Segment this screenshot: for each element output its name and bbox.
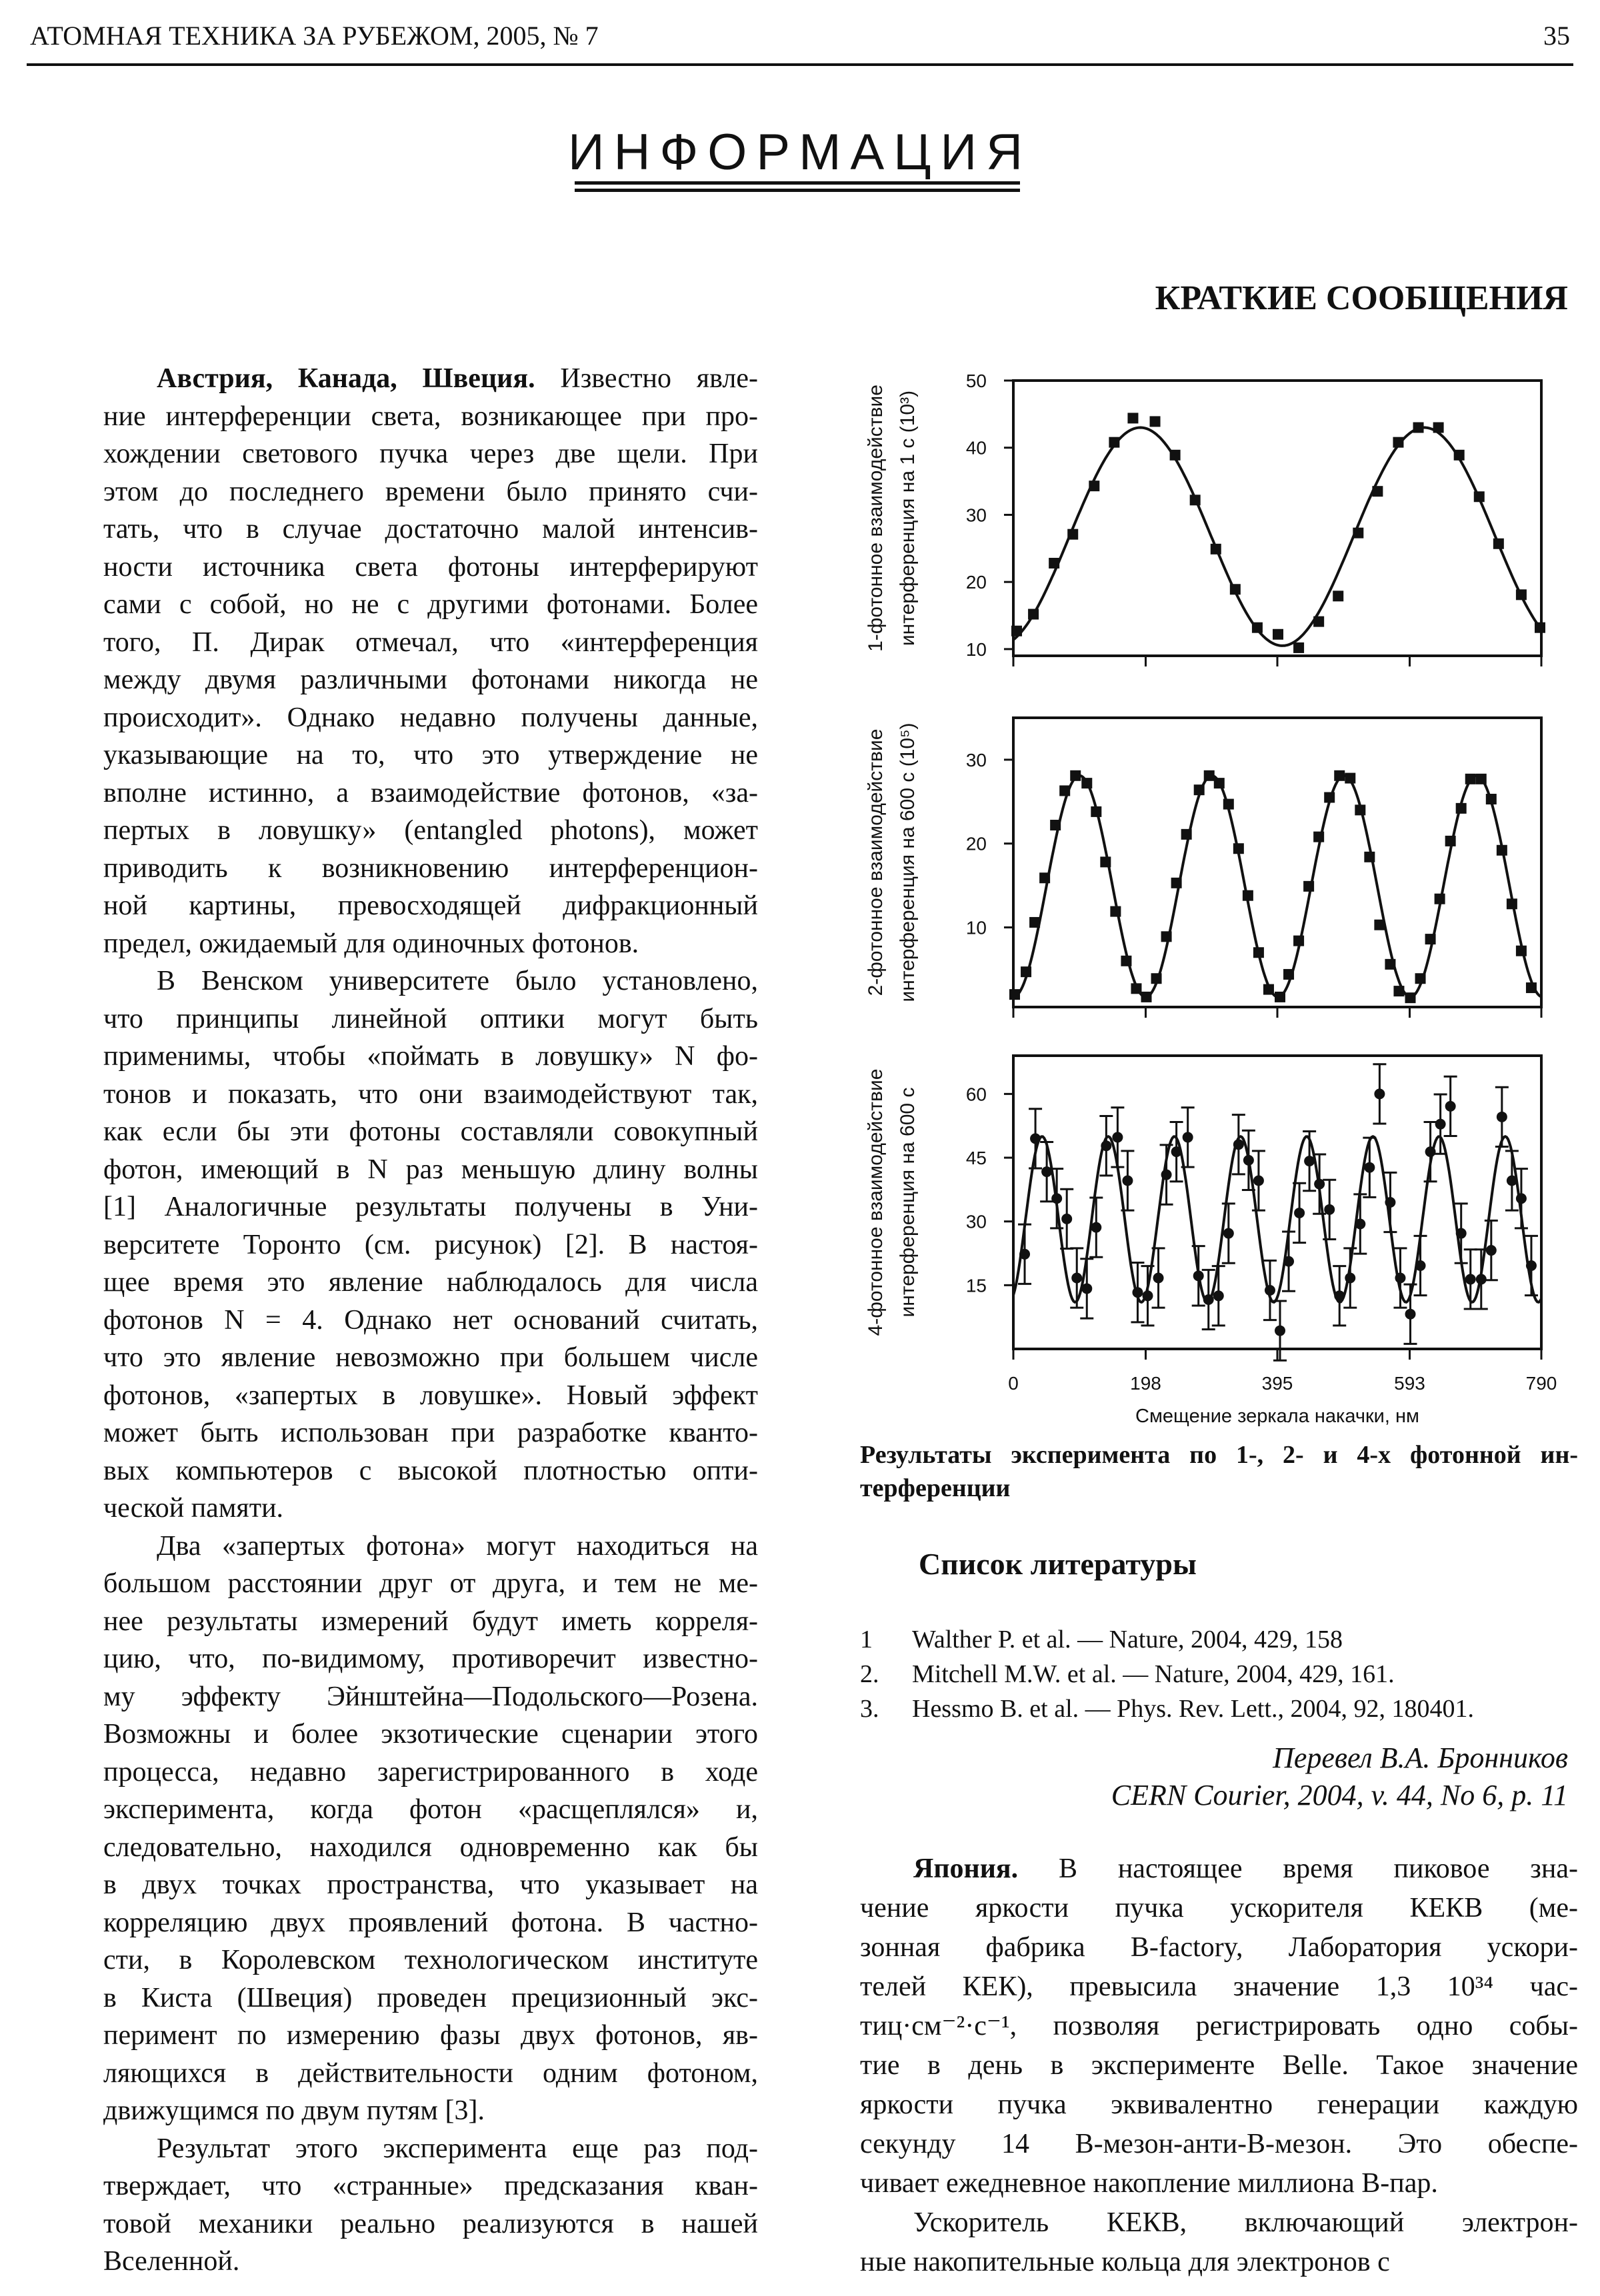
text-line: секунду 14 B-мезон-анти-B-мезон. Это обеспе- xyxy=(860,2129,1578,2159)
data-point xyxy=(1497,845,1507,856)
data-point xyxy=(1493,539,1504,549)
data-point xyxy=(1131,983,1141,994)
text-line: процесса, недавно зарегистрированного в ходе xyxy=(103,1756,758,1787)
reference-number: 1 xyxy=(860,1626,873,1654)
data-point xyxy=(1293,936,1304,946)
data-point xyxy=(1465,774,1476,784)
data-point xyxy=(1275,1326,1285,1336)
data-point xyxy=(1252,622,1263,633)
data-point xyxy=(1293,642,1304,653)
text-line: движущимся по двум путям [3]. xyxy=(103,2095,485,2126)
y-tick-label: 30 xyxy=(965,1211,987,1232)
text-line: перимент по измерению фазы двух фотонов, яв- xyxy=(103,2020,758,2051)
reference-number: 2. xyxy=(860,1660,879,1688)
data-point xyxy=(1112,1132,1123,1142)
data-point xyxy=(1526,1260,1537,1271)
text-line: фотонов, «запертых в ловушке». Новый эффект xyxy=(103,1380,758,1411)
data-point xyxy=(1435,894,1445,904)
data-point xyxy=(1303,881,1314,892)
data-point xyxy=(1203,1294,1214,1305)
text-line: фотон, имеющий в N раз меньшую длину волны xyxy=(103,1154,758,1185)
text-line: тиц·см⁻²·с⁻¹, позволяя регистрировать одно собы- xyxy=(860,2011,1578,2041)
data-point xyxy=(1101,1140,1111,1151)
text-line: тать, что в случае достаточно малой интенсив- xyxy=(103,514,758,545)
data-point xyxy=(1151,973,1162,984)
data-point xyxy=(1345,1273,1355,1284)
text-line: Возможны и более экзотические сценарии этого xyxy=(103,1719,758,1749)
data-point xyxy=(1374,1088,1385,1099)
source-credit: CERN Courier, 2004, v. 44, No 6, p. 11 xyxy=(1111,1779,1568,1811)
text-line: применимы, чтобы «поймать в ловушку» N фо- xyxy=(103,1041,758,1072)
data-point xyxy=(1029,917,1040,928)
y-tick-label: 30 xyxy=(965,749,987,770)
data-point xyxy=(1211,544,1221,555)
data-point xyxy=(1253,1175,1264,1186)
section-heading: КРАТКИЕ СООБЩЕНИЯ xyxy=(1155,279,1568,317)
data-point xyxy=(1109,437,1119,448)
data-point xyxy=(1405,992,1416,1003)
text-fragment: В настоящее время пиковое зна- xyxy=(1018,1853,1578,1884)
text-line: хождении светового пучка через две щели. При xyxy=(103,439,758,469)
text-line: может быть использован при разработке кванто- xyxy=(103,1418,758,1448)
text-line: чение яркости пучка ускорителя КЕКВ (ме- xyxy=(860,1893,1578,1923)
y-tick-label: 30 xyxy=(965,505,987,526)
data-point xyxy=(1334,1290,1345,1301)
translator-credit: Перевел В.А. Бронников xyxy=(1273,1741,1568,1774)
data-point xyxy=(1233,843,1244,854)
y-tick-label: 10 xyxy=(965,917,987,938)
data-point xyxy=(1535,622,1545,633)
data-point xyxy=(1263,984,1274,995)
data-point xyxy=(1171,1146,1182,1157)
data-point xyxy=(1454,450,1465,461)
y-tick-label: 15 xyxy=(965,1275,987,1296)
data-point xyxy=(1526,982,1537,993)
reference-text: Hessmo B. et al. — Phys. Rev. Lett., 2004, 92, 180401. xyxy=(912,1695,1474,1723)
data-point xyxy=(1067,529,1078,540)
text-line: Результат этого эксперимента еще раз под- xyxy=(157,2133,758,2164)
data-point xyxy=(1345,773,1355,784)
reference-item xyxy=(860,1625,1343,1654)
data-point xyxy=(1395,1273,1405,1284)
text-line: пертых в ловушку» (entangled photons), может xyxy=(103,815,758,846)
data-point xyxy=(1161,1170,1172,1180)
data-point xyxy=(1364,852,1375,862)
data-point xyxy=(1372,486,1383,497)
text-line: телей КЕК), превысила значение 1,3 10³⁴ час- xyxy=(860,1971,1578,2002)
x-tick-label: 790 xyxy=(1525,1373,1557,1394)
text-line: предел, ожидаемый для одиночных фотонов. xyxy=(103,928,639,959)
data-point xyxy=(1091,806,1101,817)
text-line: в Киста (Швеция) проведен прецизионный экс- xyxy=(103,1982,758,2013)
text-line: происходит». Однако недавно получены данные, xyxy=(103,702,758,733)
text-line: ляющихся в действительности одним фотоном, xyxy=(103,2057,758,2089)
data-point xyxy=(1223,1228,1234,1239)
text-line: корреляцию двух проявлений фотона. В частно- xyxy=(103,1907,758,1938)
data-point xyxy=(1507,898,1517,909)
data-point xyxy=(1193,1270,1204,1281)
text-line: вполне истинно, а взаимодействие фотонов, «за- xyxy=(103,777,758,808)
text-line: чивает ежедневное накопление миллиона B-пар. xyxy=(860,2168,1438,2199)
data-point xyxy=(1324,792,1335,803)
data-point xyxy=(1283,1256,1294,1267)
text-line: приводить к возникновению интерференцион- xyxy=(103,852,758,884)
data-point xyxy=(1214,778,1225,788)
text-line: нее результаты измерений будут иметь корреля- xyxy=(103,1606,758,1637)
data-point xyxy=(1122,1175,1133,1186)
data-point xyxy=(1150,416,1161,427)
data-point xyxy=(1265,1285,1275,1296)
data-point xyxy=(1273,629,1283,640)
data-point xyxy=(1415,973,1426,984)
text-line: эксперимента, когда фотон «расщеплялся» и, xyxy=(103,1794,758,1825)
data-point xyxy=(1486,794,1497,804)
data-point xyxy=(1030,1133,1041,1144)
text-line: яркости пучка эквивалентно генерации каждую xyxy=(860,2089,1578,2120)
text-line: ные накопительные кольца для электронов с xyxy=(860,2247,1390,2277)
y-axis-title: интерференция на 600 с xyxy=(897,1087,919,1318)
data-point xyxy=(1143,1290,1153,1301)
reference-item xyxy=(860,1694,1474,1723)
journal-header: АТОМНАЯ ТЕХНИКА ЗА РУБЕЖОМ, 2005, № 7 xyxy=(30,21,599,51)
data-point xyxy=(1355,1219,1365,1230)
data-point xyxy=(1294,1208,1305,1218)
data-point xyxy=(1476,774,1487,784)
data-point xyxy=(1445,836,1456,846)
y-axis-title: интерференция на 1 с (10³) xyxy=(897,390,919,646)
data-point xyxy=(1223,799,1234,810)
text-line: что принципы линейной оптики могут быть xyxy=(103,1003,758,1034)
text-line: того, П. Дирак отмечал, что «интерференция xyxy=(103,626,758,658)
data-point xyxy=(1070,770,1081,781)
data-point xyxy=(1050,820,1061,830)
data-point xyxy=(1009,989,1020,1000)
text-line: в двух точках пространства, что указывает на xyxy=(103,1869,758,1900)
reference-item xyxy=(860,1660,1395,1689)
text-line: тверждает, что «странные» предсказания кван- xyxy=(103,2171,758,2201)
text-line: ности источника света фотоны интерферируют xyxy=(103,551,758,582)
text-line: Два «запертых фотона» могут находиться на xyxy=(157,1530,758,1562)
data-point xyxy=(1507,1175,1517,1186)
data-point xyxy=(1415,1260,1426,1271)
text-line xyxy=(860,1849,1578,1889)
text-line: Вселенной. xyxy=(103,2246,240,2277)
text-line: как если бы эти фотоны составляли совокупный xyxy=(103,1116,758,1147)
data-point xyxy=(1393,437,1403,448)
text-line: щее время это явление наблюдалось для числа xyxy=(103,1267,758,1298)
text-line: В Венском университете было установлено, xyxy=(157,966,758,996)
y-axis-title: 2-фотонное взаимодействие xyxy=(865,728,887,996)
data-point xyxy=(1304,1156,1315,1166)
text-line: вых компьютеров с высокой плотностью опти- xyxy=(103,1455,758,1486)
data-point xyxy=(1089,481,1099,491)
reference-number: 3. xyxy=(860,1695,879,1723)
text-line: тонов и показать, что они взаимодействуют так, xyxy=(103,1078,758,1110)
y-tick-label: 45 xyxy=(965,1148,987,1169)
data-point xyxy=(1170,450,1181,461)
data-point xyxy=(1213,1290,1224,1301)
data-point xyxy=(1333,590,1343,601)
data-point xyxy=(1127,413,1138,423)
data-point xyxy=(1049,558,1059,569)
data-point xyxy=(1061,1214,1072,1224)
data-point xyxy=(1385,1197,1395,1208)
data-point xyxy=(1230,584,1241,594)
data-point xyxy=(1190,495,1201,505)
page-number: 35 xyxy=(1543,21,1570,51)
y-tick-label: 50 xyxy=(965,371,987,391)
x-tick-label: 198 xyxy=(1130,1373,1161,1394)
data-point xyxy=(1019,1249,1030,1260)
article-japan xyxy=(860,1849,1578,2282)
x-tick-label: 0 xyxy=(1008,1373,1019,1394)
x-tick-label: 593 xyxy=(1394,1373,1425,1394)
data-point xyxy=(1516,946,1527,956)
data-point xyxy=(1021,966,1031,977)
data-point xyxy=(1141,992,1152,1002)
data-point xyxy=(1132,1287,1143,1298)
text-line: му эффекту Эйнштейна—Подольского—Розена. xyxy=(103,1681,758,1712)
data-point xyxy=(1081,1283,1092,1294)
data-point xyxy=(1194,784,1205,795)
data-point xyxy=(1100,856,1111,867)
data-point xyxy=(1374,920,1385,930)
text-line: товой механики реально реализуются в нашей xyxy=(103,2208,758,2239)
data-point xyxy=(1181,829,1192,840)
text-line: сами с собой, но не с другими фотонами. Более xyxy=(103,589,758,620)
text-line: ной картины, превосходящей дифракционный xyxy=(103,890,758,921)
fit-curve xyxy=(1013,1136,1541,1302)
text-line: большом расстоянии друг от друга, и тем не ме- xyxy=(103,1568,758,1599)
y-axis-title: 1-фотонное взаимодействие xyxy=(865,385,887,652)
data-point xyxy=(1425,1146,1436,1157)
data-point xyxy=(1385,959,1395,970)
references-title: Список литературы xyxy=(919,1547,1197,1581)
data-point xyxy=(1413,423,1424,433)
data-point xyxy=(1059,785,1070,796)
caption-line: Результаты эксперимента по 1-, 2- и 4-х фотонной ин- xyxy=(860,1441,1578,1469)
data-point xyxy=(1253,947,1264,958)
data-point xyxy=(1516,1193,1527,1204)
text-line: что это явление невозможно при большем числе xyxy=(103,1342,758,1373)
data-point xyxy=(1456,1228,1467,1239)
data-point xyxy=(1405,1309,1416,1320)
data-point xyxy=(1445,1101,1456,1112)
data-point xyxy=(1283,969,1294,980)
data-point xyxy=(1091,1222,1101,1233)
y-tick-label: 20 xyxy=(965,833,987,854)
data-point xyxy=(1233,1139,1244,1150)
data-point xyxy=(1313,616,1324,627)
reference-text: Walther P. et al. — Nature, 2004, 429, 158 xyxy=(912,1626,1343,1654)
data-point xyxy=(1465,1274,1476,1284)
lead-country: Япония. xyxy=(913,1853,1019,1884)
data-point xyxy=(1497,1112,1507,1122)
text-line: указывающие на то, что это утверждение не xyxy=(103,740,758,770)
data-point xyxy=(1433,423,1444,433)
text-line: следовательно, находился одновременно как бы xyxy=(103,1831,758,1863)
text-line: тие в день в эксперименте Belle. Такое значение xyxy=(860,2050,1578,2081)
data-point xyxy=(1110,906,1121,917)
text-line: сти, в Королевском технологическом институте xyxy=(103,1945,758,1975)
data-point xyxy=(1071,1273,1082,1284)
data-point xyxy=(1425,934,1436,944)
data-point xyxy=(1334,770,1345,781)
data-point xyxy=(1393,986,1404,996)
text-line: цию, что, по-видимому, противоречит известно- xyxy=(103,1644,758,1674)
y-tick-label: 60 xyxy=(965,1084,987,1105)
data-point xyxy=(1051,1193,1062,1204)
y-tick-label: 20 xyxy=(965,572,987,593)
data-point xyxy=(1183,1132,1193,1142)
caption-line: терференции xyxy=(860,1474,1011,1502)
data-point xyxy=(1456,803,1467,814)
text-line: [1] Аналогичные результаты получены в Уни- xyxy=(103,1192,758,1222)
y-axis-title: интерференция на 600 с (10⁵) xyxy=(897,722,919,1002)
data-point xyxy=(1474,491,1485,502)
text-line: Ускоритель КЕКВ, включающий электрон- xyxy=(913,2207,1578,2238)
plot-frame xyxy=(1013,381,1541,656)
lead-country: Австрия, Канада, Швеция. xyxy=(157,363,535,394)
data-point xyxy=(1324,1204,1335,1215)
data-point xyxy=(1355,804,1365,815)
y-axis-title: 4-фотонное взаимодействие xyxy=(865,1068,887,1336)
data-point xyxy=(1171,878,1182,888)
data-point xyxy=(1161,931,1172,942)
figure-caption xyxy=(860,1438,1578,1505)
data-point xyxy=(1243,890,1253,901)
x-tick-label: 395 xyxy=(1261,1373,1293,1394)
data-point xyxy=(1275,992,1285,1002)
data-point xyxy=(1516,589,1527,600)
data-point xyxy=(1353,528,1363,539)
y-tick-label: 40 xyxy=(965,437,987,459)
page-title: ИНФОРМАЦИЯ xyxy=(568,124,1032,181)
data-point xyxy=(1364,1162,1375,1173)
data-point xyxy=(1028,609,1039,620)
x-axis-title: Смещение зеркала накачки, нм xyxy=(1135,1406,1419,1427)
text-line: этом до последнего времени было принято счи- xyxy=(103,476,758,507)
text-line: ние интерференции света, возникающее при про- xyxy=(103,401,758,432)
data-point xyxy=(1486,1245,1497,1256)
text-line: ческой памяти. xyxy=(103,1493,284,1524)
text-line: фотонов N = 4. Однако нет оснований считать, xyxy=(103,1304,758,1336)
text-line: зонная фабрика B-factory, Лаборатория ускори- xyxy=(860,1932,1578,1963)
plot-frame xyxy=(1013,718,1541,1007)
data-point xyxy=(1081,778,1092,788)
data-point xyxy=(1039,872,1050,883)
text-line: верситете Торонто (см. рисунок) [2]. В настоя- xyxy=(103,1229,758,1260)
text-fragment: Известно явле- xyxy=(535,363,758,394)
data-point xyxy=(1153,1273,1164,1284)
reference-text: Mitchell M.W. et al. — Nature, 2004, 429, 161. xyxy=(912,1660,1395,1688)
data-point xyxy=(1011,626,1022,636)
data-point xyxy=(1121,956,1131,966)
y-tick-label: 10 xyxy=(965,638,987,660)
data-point xyxy=(1313,832,1324,842)
data-point xyxy=(1435,1119,1446,1130)
data-point xyxy=(1243,1155,1254,1166)
data-point xyxy=(1204,770,1215,781)
text-line: между двумя различными фотонами никогда не xyxy=(103,664,758,695)
